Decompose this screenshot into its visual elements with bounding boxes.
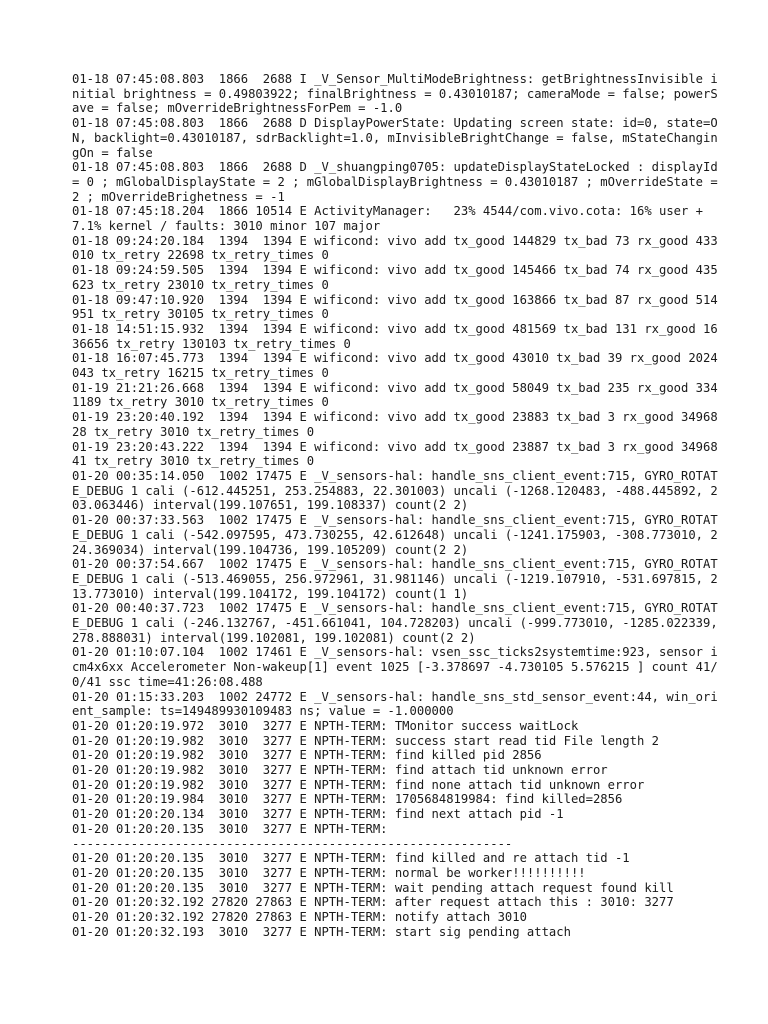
log-line: 01-18 07:45:08.803 1866 2688 I _V_Sensor_MultiModeBrightness: getBrightnessInvisible initial brightness = 0.49803922; finalBrightness = 0.43010187; cameraMode = false; powerSave = false; mOverrideBrightnessForPem = -1.0 — [72, 72, 718, 116]
log-line: 01-20 00:40:37.723 1002 17475 E _V_sensors-hal: handle_sns_client_event:715, GYRO_ROTATE_DEBUG 1 cali (-246.132767, -451.661041, 104.728203) uncali (-999.773010, -1285.022339, 278.888031) interval(199.102081, 199.102081) count(2 2) — [72, 601, 726, 645]
log-line: 01-20 01:20:20.134 3010 3277 E NPTH-TERM: find next attach pid -1 — [72, 807, 564, 822]
log-line: 01-18 16:07:45.773 1394 1394 E wificond: vivo add tx_good 43010 tx_bad 39 rx_good 2024043 tx_retry 16215 tx_retry_times 0 — [72, 351, 718, 381]
log-line: 01-20 01:20:19.982 3010 3277 E NPTH-TERM: find killed pid 2856 — [72, 748, 542, 763]
log-line: 01-20 01:20:19.972 3010 3277 E NPTH-TERM: TMonitor success waitLock — [72, 718, 579, 733]
log-line: 01-20 00:35:14.050 1002 17475 E _V_sensors-hal: handle_sns_client_event:715, GYRO_ROTATE_DEBUG 1 cali (-612.445251, 253.254883, 22.301003) uncali (-1268.120483, -488.445892, 203.063446) interval(199.107651, 199.108337) count(2 2) — [72, 468, 718, 513]
log-line: 01-20 01:20:20.135 3010 3277 E NPTH-TERM: wait pending attach request found kill — [72, 880, 674, 895]
log-line: 01-20 01:20:20.135 3010 3277 E NPTH-TERM: — [72, 821, 395, 836]
log-line: 01-19 23:20:40.192 1394 1394 E wificond: vivo add tx_good 23883 tx_bad 3 rx_good 3496828 tx_retry 3010 tx_retry_times 0 — [72, 410, 718, 439]
log-line: 01-18 09:24:59.505 1394 1394 E wificond: vivo add tx_good 145466 tx_bad 74 rx_good 435623 tx_retry 23010 tx_retry_times 0 — [72, 263, 718, 292]
log-line: 01-20 00:37:54.667 1002 17475 E _V_sensors-hal: handle_sns_client_event:715, GYRO_ROTATE_DEBUG 1 cali (-513.469055, 256.972961, 31.981146) uncali (-1219.107910, -531.697815, 213.773010) interval(199.104172, 199.104172) count(1 1) — [72, 557, 718, 601]
log-line: 01-18 09:47:10.920 1394 1394 E wificond: vivo add tx_good 163866 tx_bad 87 rx_good 514951 tx_retry 30105 tx_retry_times 0 — [72, 292, 718, 322]
log-line: 01-19 21:21:26.668 1394 1394 E wificond: vivo add tx_good 58049 tx_bad 235 rx_good 3341189 tx_retry 3010 tx_retry_times 0 — [72, 380, 718, 410]
log-line: ------------------------------------------------------------ — [72, 836, 513, 851]
log-line: 01-20 01:20:19.984 3010 3277 E NPTH-TERM: 1705684819984: find killed=2856 — [72, 792, 623, 807]
log-line: 01-20 01:20:32.192 27820 27863 E NPTH-TERM: after request attach this : 3010: 3277 — [72, 895, 674, 910]
log-line: 01-18 07:45:08.803 1866 2688 D DisplayPowerState: Updating screen state: id=0, state=ON, backlight=0.43010187, sdrBacklight=1.0, mInvisibleBrightChange = false, mStateChangingOn = false — [72, 116, 718, 160]
log-line: 01-18 07:45:08.803 1866 2688 D _V_shuangping0705: updateDisplayStateLocked : displayId = 0 ; mGlobalDisplayState = 2 ; mGlobalDisplayBrightness = 0.43010187 ; mOverrideState = 2 ; mOverrideBrighetness = -1 — [72, 160, 726, 204]
log-line: 01-18 14:51:15.932 1394 1394 E wificond: vivo add tx_good 481569 tx_bad 131 rx_good 1636656 tx_retry 130103 tx_retry_times 0 — [72, 321, 718, 351]
log-line: 01-20 00:37:33.563 1002 17475 E _V_sensors-hal: handle_sns_client_event:715, GYRO_ROTATE_DEBUG 1 cali (-542.097595, 473.730255, 42.612648) uncali (-1241.175903, -308.773010, 224.369034) interval(199.104736, 199.105209) count(2 2) — [72, 513, 718, 557]
log-line: 01-18 07:45:18.204 1866 10514 E ActivityManager: 23% 4544/com.vivo.cota: 16% user + 7.1% kernel / faults: 3010 minor 107 major — [72, 204, 711, 234]
log-document — [72, 72, 726, 939]
log-line: 01-20 01:20:19.982 3010 3277 E NPTH-TERM: success start read tid File length 2 — [72, 733, 659, 748]
log-line: 01-20 01:20:32.193 3010 3277 E NPTH-TERM: start sig pending attach — [72, 924, 571, 939]
log-line: 01-20 01:20:19.982 3010 3277 E NPTH-TERM: find attach tid unknown error — [72, 763, 608, 778]
log-line: 01-18 09:24:20.184 1394 1394 E wificond: vivo add tx_good 144829 tx_bad 73 rx_good 433010 tx_retry 22698 tx_retry_times 0 — [72, 233, 718, 263]
log-line: 01-20 01:20:32.192 27820 27863 E NPTH-TERM: notify attach 3010 — [72, 910, 527, 925]
log-line: 01-20 01:20:19.982 3010 3277 E NPTH-TERM: find none attach tid unknown error — [72, 777, 645, 792]
log-line: 01-20 01:20:20.135 3010 3277 E NPTH-TERM: normal be worker!!!!!!!!!! — [72, 865, 586, 880]
log-line: 01-20 01:15:33.203 1002 24772 E _V_sensors-hal: handle_sns_std_sensor_event:44, win_orient_sample: ts=149489930109483 ns; value = -1.000000 — [72, 689, 718, 719]
log-line: 01-20 01:10:07.104 1002 17461 E _V_sensors-hal: vsen_ssc_ticks2systemtime:923, sensor icm4x6xx Accelerometer Non-wakeup[1] event 1025 [-3.378697 -4.730105 5.576215 ] count 41/0/41 ssc time=41:26:08.488 — [72, 645, 718, 689]
log-line: 01-20 01:20:20.135 3010 3277 E NPTH-TERM: find killed and re attach tid -1 — [72, 851, 630, 866]
log-line: 01-19 23:20:43.222 1394 1394 E wificond: vivo add tx_good 23887 tx_bad 3 rx_good 3496841 tx_retry 3010 tx_retry_times 0 — [72, 439, 718, 469]
